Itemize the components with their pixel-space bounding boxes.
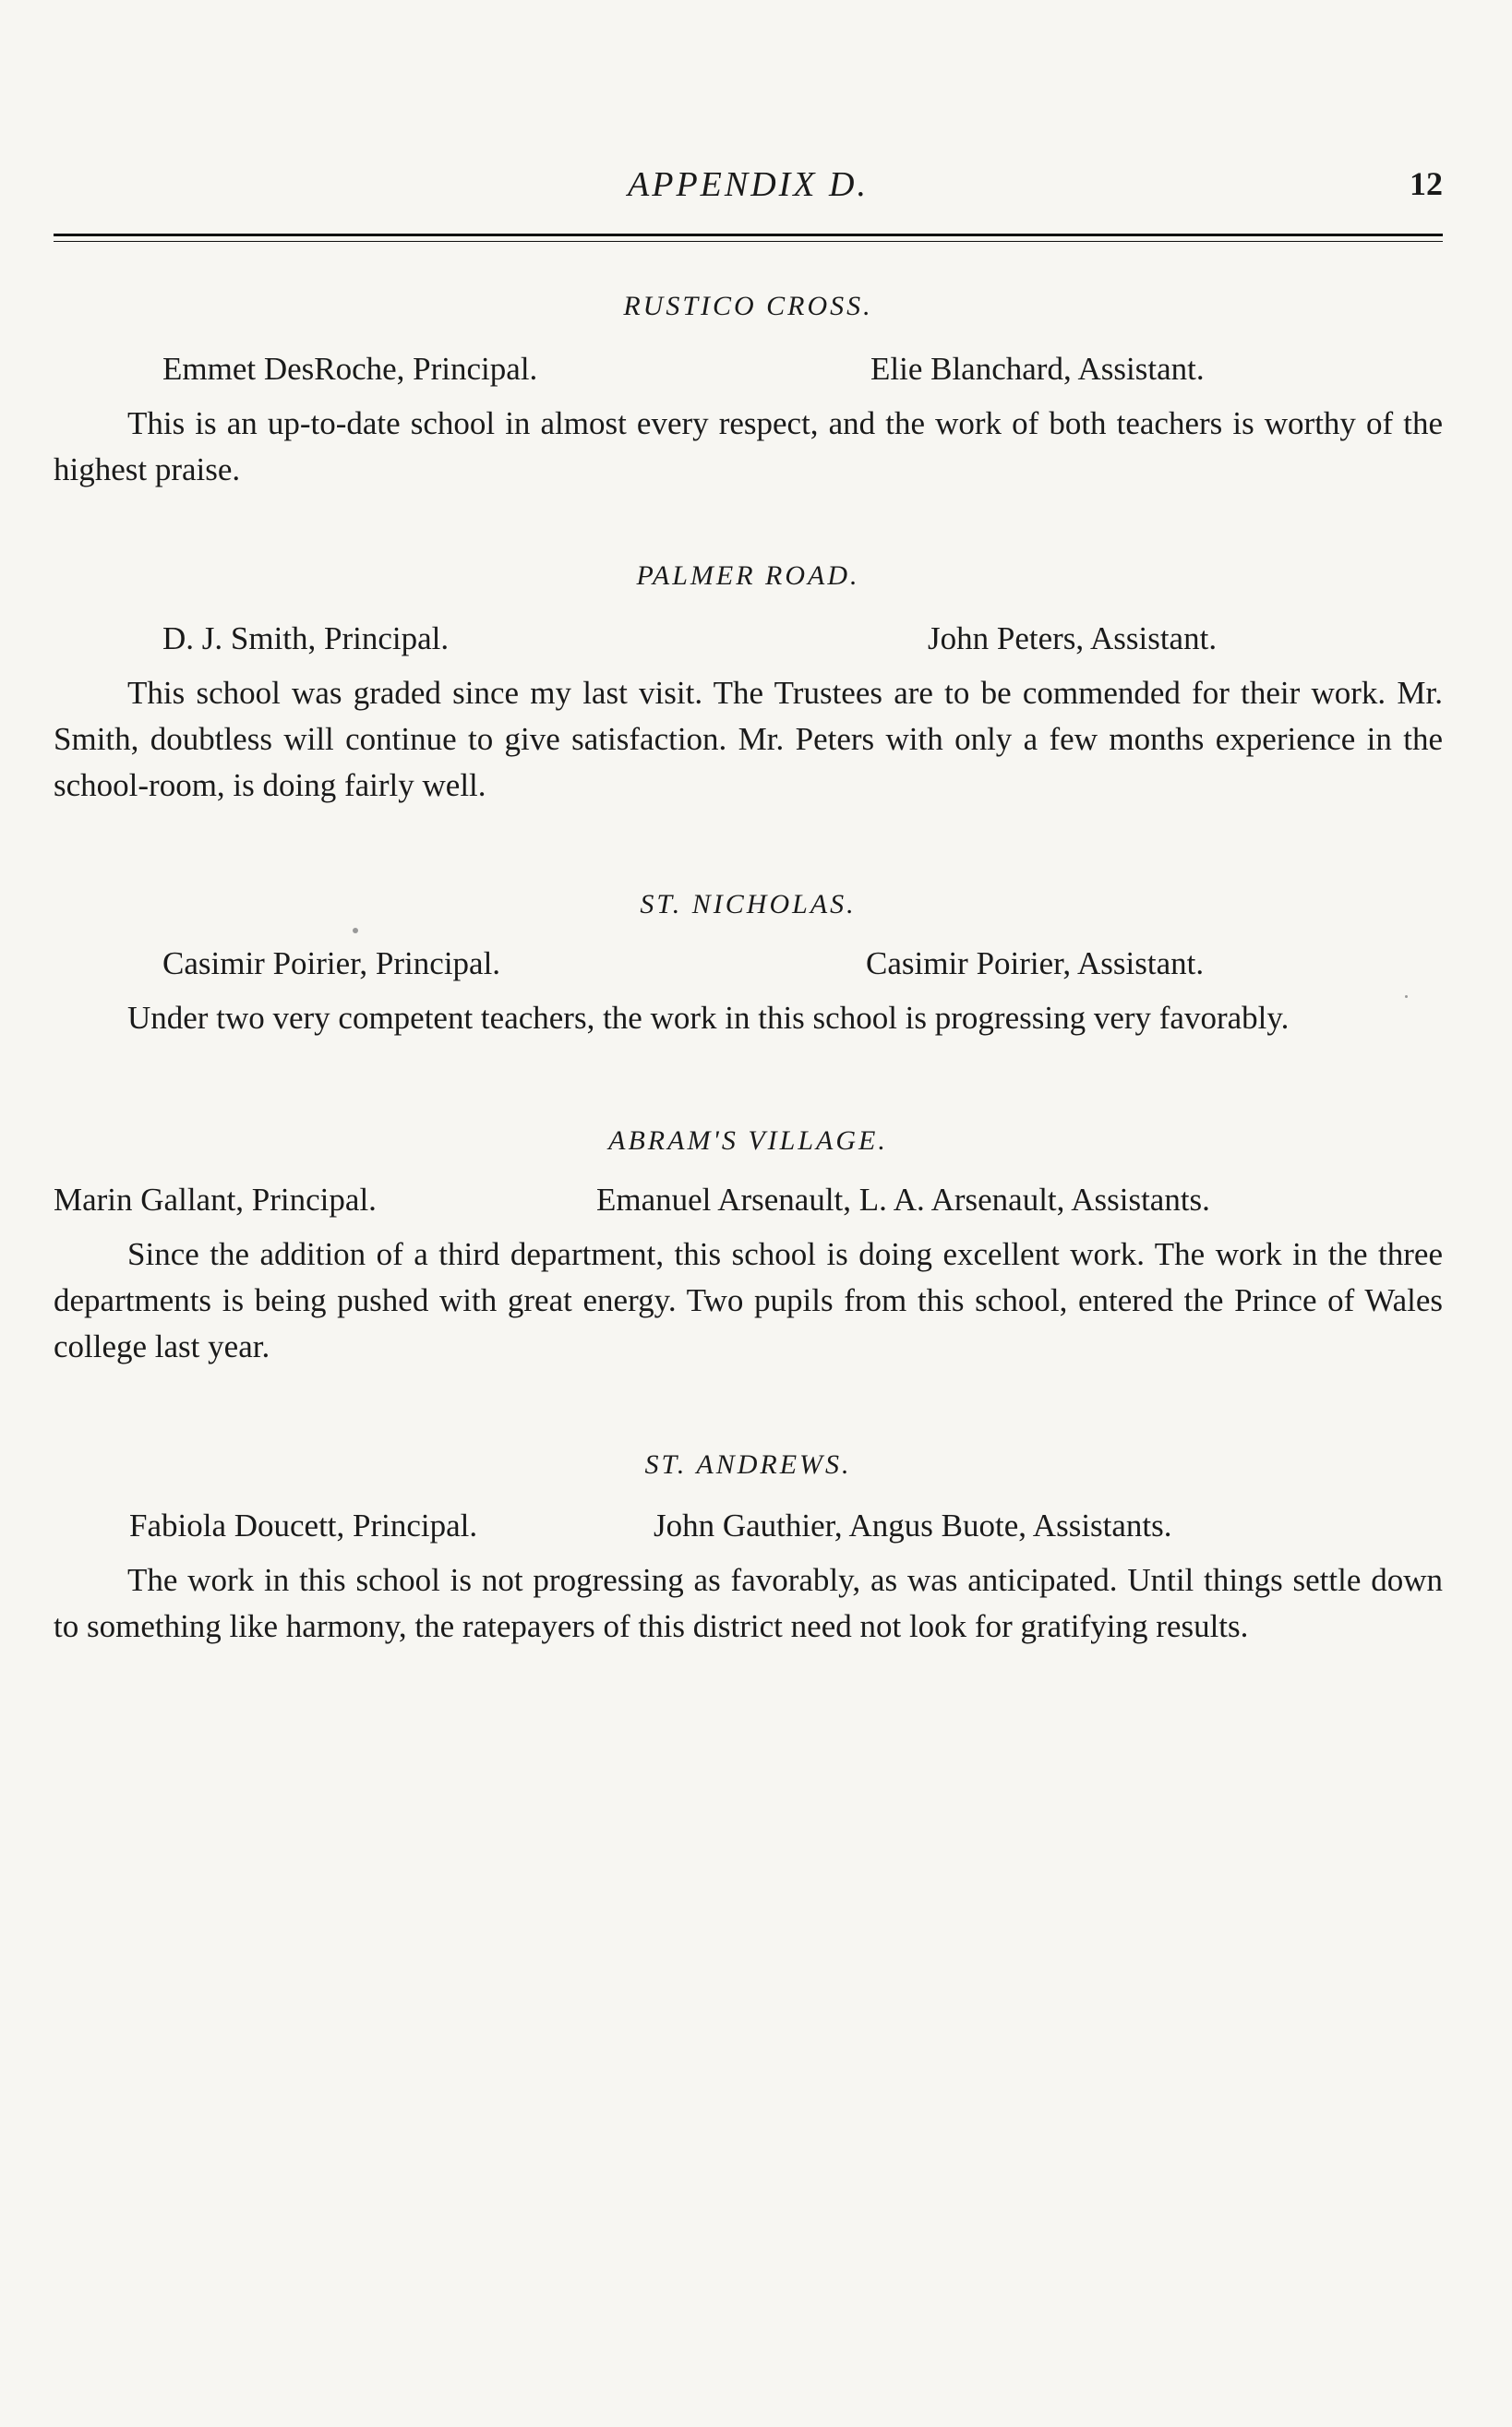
section-palmer-road xyxy=(54,558,1443,809)
school-remark: Under two very competent teachers, the work in this school is progressing very favorably. xyxy=(127,1000,1290,1036)
staff-line xyxy=(54,619,1443,659)
school-remark: Since the addition of a third department, this school is doing excellent work. The work in the three departments is being pushed with great energy. Two pupils from this school, entered the Prince of Wales college last year. xyxy=(54,1236,1443,1364)
page-number: 12 xyxy=(1410,165,1443,202)
section-st-andrews xyxy=(54,1447,1443,1650)
principal-name: Fabiola Doucett, Principal. xyxy=(129,1508,478,1544)
principal-name: D. J. Smith, Principal. xyxy=(162,620,450,656)
section-heading: RUSTICO CROSS. xyxy=(623,291,873,321)
school-remark: The work in this school is not progressing as favorably, as was anticipated. Until things settle down to something like harmony, the ratepayers of this district need not look for gratifying results. xyxy=(54,1562,1443,1644)
document-page xyxy=(54,0,1443,2427)
assistant-name: Emanuel Arsenault, L. A. Arsenault, Assistants. xyxy=(596,1182,1210,1218)
assistant-name: Elie Blanchard, Assistant. xyxy=(870,351,1205,387)
section-heading: ABRAM'S VILLAGE. xyxy=(608,1125,888,1156)
paper-speck xyxy=(353,928,358,933)
school-remark: This school was graded since my last visit. The Trustees are to be commended for their work. Mr. Smith, doubtless will continue to give satisfaction. Mr. Peters with only a few months experience in the school-room, is doing fairly well. xyxy=(54,675,1443,803)
assistant-name: John Gauthier, Angus Buote, Assistants. xyxy=(654,1508,1172,1544)
paper-speck xyxy=(1405,995,1408,998)
principal-name: Marin Gallant, Principal. xyxy=(54,1182,377,1218)
assistant-name: Casimir Poirier, Assistant. xyxy=(866,945,1205,981)
running-title: APPENDIX D. xyxy=(628,165,869,204)
running-head xyxy=(54,164,1443,220)
header-rule xyxy=(54,234,1443,242)
principal-name: Casimir Poirier, Principal. xyxy=(162,945,501,981)
staff-line xyxy=(54,349,1443,390)
staff-line xyxy=(54,943,1443,984)
section-heading: PALMER ROAD. xyxy=(636,560,860,591)
principal-name: Emmet DesRoche, Principal. xyxy=(162,351,538,387)
staff-line xyxy=(54,1506,1443,1546)
section-rustico-cross xyxy=(54,288,1443,493)
staff-line xyxy=(54,1180,1443,1220)
school-remark: This is an up-to-date school in almost every respect, and the work of both teachers is worthy of the highest praise. xyxy=(54,405,1443,487)
section-abrams-village xyxy=(54,1123,1443,1370)
section-heading: ST. NICHOLAS. xyxy=(640,889,857,919)
section-st-nicholas xyxy=(54,886,1443,1041)
assistant-name: John Peters, Assistant. xyxy=(928,620,1218,656)
section-heading: ST. ANDREWS. xyxy=(644,1449,852,1480)
